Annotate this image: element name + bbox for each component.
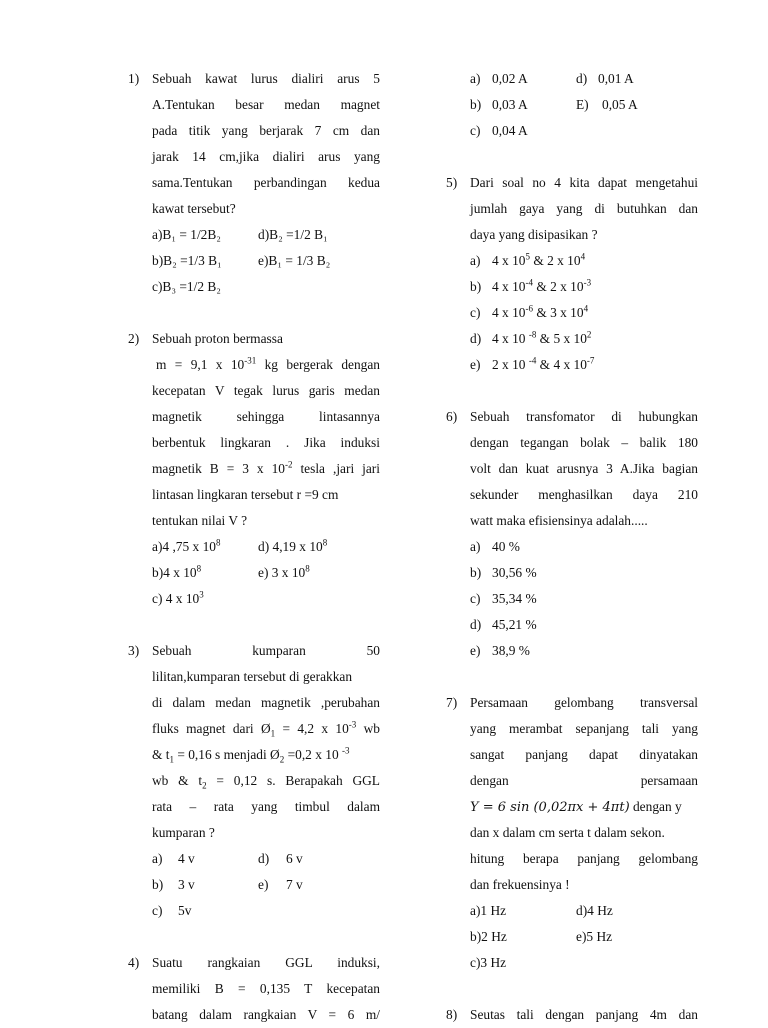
option-d[interactable]: d) 45,21 %: [470, 617, 537, 632]
option-b[interactable]: b)4 x $10^8$: [152, 563, 202, 580]
option-b[interactable]: b) 0,03 A: [470, 97, 528, 112]
option-a[interactable]: a) 4 x $10^5$ & 2 x $10^4$: [470, 251, 586, 268]
question-text-line: Sebuah kumparan 50: [152, 643, 380, 658]
question-5: [446, 170, 698, 378]
question-text-line: dan x dalam cm serta t dalam sekon.: [470, 825, 665, 840]
question-number: 6): [446, 409, 458, 424]
option-row: [470, 950, 698, 976]
question-text-line: dengan persamaan: [470, 773, 698, 788]
right-column: [446, 66, 698, 1028]
question-text-line: pada titik yang berjarak 7 cm dan: [152, 123, 380, 138]
question-text-line: volt dan kuat arusnya 3 A.Jika bagian: [470, 461, 698, 476]
option-e[interactable]: e) 38,9 %: [470, 643, 530, 658]
option-c[interactable]: c) 5v: [152, 903, 192, 918]
question-text-line: jarak 14 cm,jika dialiri arus yang: [152, 149, 380, 164]
question-text-line: dan frekuensinya !: [470, 877, 570, 892]
question-text-line: Suatu rangkaian GGL induksi,: [152, 955, 380, 970]
question-text-line: Sebuah transfomator di hubungkan: [470, 409, 698, 424]
question-text-line: Sebuah kawat lurus dialiri arus 5: [152, 71, 380, 86]
question-number: 5): [446, 175, 458, 190]
question-text-line: hitung berapa panjang gelombang: [470, 851, 698, 866]
question-text-line: kumparan ?: [152, 825, 215, 840]
question-text-line: A.Tentukan besar medan magnet: [152, 97, 380, 112]
question-text-line: sama.Tentukan perbandingan kedua: [152, 175, 380, 190]
option-e[interactable]: e)B₁ = 1/3 B₂: [258, 253, 331, 268]
question-number: 4): [128, 955, 140, 970]
question-6: [446, 404, 698, 664]
option-c[interactable]: c)B₃ =1/2 B₂: [152, 279, 221, 294]
option-row: [470, 92, 698, 118]
option-c[interactable]: c) 4 x $10^3$: [152, 589, 204, 606]
option-row: [152, 222, 380, 248]
option-d[interactable]: d) 4 x 10 $^{-8}$ & 5 x $10^2$: [470, 329, 592, 346]
question-2: [128, 326, 380, 612]
question-text-line: kawat tersebut?: [152, 201, 236, 216]
option-a[interactable]: a) 40 %: [470, 539, 520, 554]
question-number: 7): [446, 695, 458, 710]
question-4: [128, 950, 380, 1028]
question-number: 3): [128, 643, 140, 658]
option-c[interactable]: c)3 Hz: [470, 955, 507, 970]
option-row: [152, 274, 380, 300]
option-row: [152, 898, 380, 924]
option-e[interactable]: e)5 Hz: [576, 929, 613, 944]
question-text-line: wb & $t_2 = 0,12$ s. Berapakah GGL: [152, 773, 380, 791]
option-c[interactable]: c) 35,34 %: [470, 591, 537, 606]
question-text-line: Sebuah proton bermassa: [152, 331, 283, 346]
option-row: [470, 66, 698, 92]
question-text-line: watt maka efisiensinya adalah.....: [470, 513, 648, 528]
option-b[interactable]: b) 30,56 %: [470, 565, 537, 580]
question-1: [128, 66, 380, 300]
wave-equation: Y = 6 sin (0,02πx + 4πt): [470, 800, 630, 815]
option-d[interactable]: d)4 Hz: [576, 903, 613, 918]
option-e[interactable]: e) 3 x $10^8$: [258, 563, 310, 580]
question-text-line: & $t_1 = 0,16$ s menjadi $Ø_2 =0,2$ x 10 $^{-3}$: [152, 745, 350, 765]
option-row: [152, 534, 380, 560]
option-a[interactable]: a) 4 v: [152, 851, 195, 866]
option-d[interactable]: d)B₂ =1/2 B₁: [258, 227, 328, 242]
question-text-line: m = 9,1 x $10^{-31}$ kg bergerak dengan: [156, 355, 380, 372]
question-number: 2): [128, 331, 140, 346]
question-text-line: Dari soal no 4 kita dapat mengetahui: [470, 175, 698, 190]
question-4-options: [446, 66, 698, 144]
option-row: [152, 586, 380, 612]
question-text-line: lilitan,kumparan tersebut di gerakkan: [152, 669, 353, 684]
option-a[interactable]: a)B₁ = 1/2B₂: [152, 227, 221, 242]
option-b[interactable]: b) 3 v: [152, 877, 195, 892]
question-text-line: dengan tegangan bolak – balik 180: [470, 435, 698, 450]
option-e[interactable]: e) 2 x 10 $^{-4}$ & 4 x $10^{-7}$: [470, 355, 595, 372]
question-text-line: di dalam medan magnetik ,perubahan: [152, 695, 380, 710]
question-text-line: Seutas tali dengan panjang 4m dan: [470, 1007, 698, 1022]
option-d[interactable]: d) 4,19 x $10^8$: [258, 537, 328, 554]
question-text-line: sangat panjang dapat dinyatakan: [470, 747, 698, 762]
option-b[interactable]: b) 4 x $10^{-4}$ & 2 x $10^{-3}$: [470, 277, 592, 294]
option-a[interactable]: a)1 Hz: [470, 903, 507, 918]
option-a[interactable]: a)4 ,75 x $10^8$: [152, 537, 221, 554]
question-text-line: memiliki B = 0,135 T kecepatan: [152, 981, 380, 996]
option-c[interactable]: c) 4 x $10^{-6}$ & 3 x $10^4$: [470, 303, 589, 320]
question-3: [128, 638, 380, 924]
option-row: [152, 560, 380, 586]
question-text-line: Y = 6 sin (0,02πx + 4πt) dengan y: [470, 799, 682, 815]
question-text-line: tentukan nilai V ?: [152, 513, 248, 528]
option-row: [470, 924, 698, 950]
question-number: 1): [128, 71, 140, 86]
option-d[interactable]: d) 6 v: [258, 851, 303, 866]
option-c[interactable]: c) 0,04 A: [470, 123, 528, 138]
option-e[interactable]: E) 0,05 A: [576, 97, 638, 112]
question-text-line: magnetik sehingga lintasannya: [152, 409, 380, 424]
question-text-line: yang merambat sepanjang tali yang: [470, 721, 698, 736]
option-d[interactable]: d) 0,01 A: [576, 71, 634, 86]
question-text-line: batang dalam rangkaian V = 6 m/: [152, 1007, 380, 1022]
option-row: [152, 248, 380, 274]
option-row: [470, 898, 698, 924]
question-7: [446, 690, 698, 976]
question-text-line: magnetik B = 3 x $10^{-2}$ tesla ,jari jari: [152, 459, 380, 476]
question-number: 8): [446, 1007, 458, 1022]
question-text-line: berbentuk lingkaran . Jika induksi: [152, 435, 380, 450]
question-text-line: Persamaan gelombang transversal: [470, 695, 698, 710]
question-text-line: daya yang disipasikan ?: [470, 227, 598, 242]
question-text-line: fluks magnet dari $Ø_1 = 4,2$ x $10^{-3}$ wb: [152, 719, 380, 739]
option-row: [152, 846, 380, 872]
option-row: [470, 118, 698, 144]
question-text-line: lintasan lingkaran tersebut r =9 cm: [152, 487, 339, 502]
option-e[interactable]: e) 7 v: [258, 877, 303, 892]
question-8: [446, 1002, 698, 1028]
option-a[interactable]: a) 0,02 A: [470, 71, 528, 86]
option-b[interactable]: b)B₂ =1/3 B₁: [152, 253, 222, 268]
question-text-line: kecepatan V tegak lurus garis medan: [152, 383, 380, 398]
question-text-line: sekunder menghasilkan daya 210: [470, 487, 698, 502]
question-text-line: jumlah gaya yang di butuhkan dan: [470, 201, 698, 216]
question-text-line: rata – rata yang timbul dalam: [152, 799, 380, 814]
option-b[interactable]: b)2 Hz: [470, 929, 507, 944]
left-column: [128, 66, 380, 1028]
option-row: [152, 872, 380, 898]
